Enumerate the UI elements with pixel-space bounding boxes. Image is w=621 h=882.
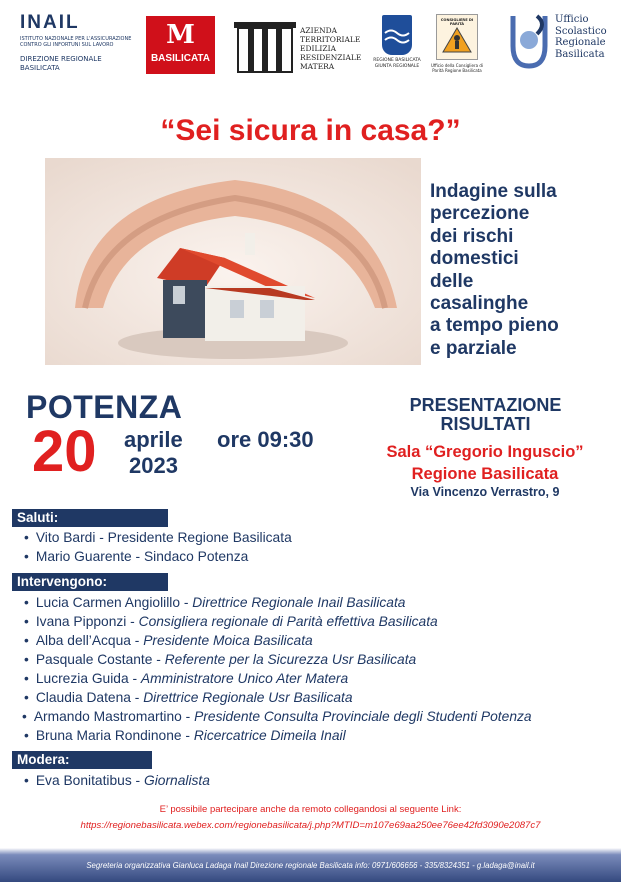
consigliera-label: Ufficio della Consigliera di Parità Regione Basilicata	[431, 63, 483, 73]
list-item	[24, 593, 532, 612]
moica-logo	[146, 16, 215, 74]
usr-basilicata-logo	[507, 10, 617, 76]
subtitle-line: e parziale	[430, 337, 517, 359]
usr-mark-icon	[507, 10, 553, 74]
event-venue	[350, 441, 620, 485]
person-role: Presidente Moica Basilicata	[143, 633, 313, 648]
person-role: Amministratore Unico Ater Matera	[140, 671, 349, 686]
inail-wordmark: INAIL	[20, 12, 80, 33]
subtitle-line: dei rischi	[430, 225, 514, 247]
person-role: Ricercatrice Dimeila Inail	[193, 728, 346, 743]
consigliera-badge	[436, 14, 478, 60]
hero-image-house-in-hands	[45, 158, 421, 365]
remote-participation-note: E’ possibile partecipare anche da remoto collegandosi al seguente Link:	[159, 804, 462, 815]
person-name: Mario Guarente - Sindaco Potenza	[35, 549, 249, 564]
person-name: Alba dell’Acqua -	[35, 633, 144, 648]
ater-line: AZIENDA	[300, 26, 338, 35]
venue-hall: Sala “Gregorio Inguscio”	[386, 443, 584, 461]
usr-line: Regionale	[555, 37, 606, 48]
inail-direction	[20, 55, 132, 73]
event-day: 20	[32, 419, 97, 484]
consigliera-badge-text: CONSIGLIERE DI PARITÀ	[440, 18, 474, 26]
moderator-list	[24, 771, 210, 790]
list-item	[24, 612, 532, 631]
usr-line: Ufficio	[555, 14, 589, 25]
person-role: Referente per la Sicurezza Usr Basilicata	[164, 652, 417, 667]
ater-line: MATERA	[300, 62, 335, 71]
usr-text	[555, 14, 607, 60]
presentation-line-1: PRESENTAZIONE	[409, 395, 562, 415]
event-city: POTENZA	[26, 389, 183, 425]
saluti-list	[24, 528, 292, 566]
person-name: Lucrezia Guida -	[35, 671, 141, 686]
footer-contact-text: Segreteria organizzativa Gianluca Ladaga Inail Direzione regionale Basilicata info: 0971/606656 - 335/8324351 - g.ladaga@inail.it	[86, 861, 535, 870]
subtitle-line: casalinghe	[430, 293, 529, 315]
list-item	[24, 771, 210, 790]
person-name: Eva Bonitatibus -	[35, 773, 144, 788]
person-name: Bruna Maria Rondinone -	[35, 728, 194, 743]
subtitle-line: a tempo pieno	[430, 315, 559, 337]
remote-webex-link[interactable]: https://regionebasilicata.webex.com/regionebasilicata/j.php?MTID=m107e69aa250ee76ee42fd3090e2087c7	[80, 820, 541, 831]
person-name: Armando Mastromartino -	[33, 709, 195, 724]
section-intervengono: Intervengono:	[12, 573, 168, 591]
ater-line: TERRITORIALE	[300, 35, 361, 44]
event-title: “Sei sicura in casa?”	[160, 114, 461, 147]
speakers-list	[24, 593, 532, 745]
person-name: Ivana Pipponzi -	[35, 614, 139, 629]
regione-label: REGIONE BASILICATA GIUNTA REGIONALE	[373, 58, 421, 69]
person-role: Giornalista	[143, 773, 210, 788]
list-item	[24, 631, 532, 650]
consigliera-parita-logo	[428, 14, 486, 73]
inail-full-name: ISTITUTO NAZIONALE PER L'ASSICURAZIONE CONTRO GLI INFORTUNI SUL LAVORO	[20, 36, 132, 48]
event-month: aprile	[124, 427, 183, 452]
usr-line: Scolastico	[555, 25, 607, 37]
inail-direction-line-1: DIREZIONE REGIONALE	[20, 55, 102, 63]
event-subtitle	[430, 181, 610, 360]
list-item	[24, 650, 532, 669]
woman-figure-icon	[437, 26, 477, 56]
list-item	[24, 688, 532, 707]
building-columns-icon	[234, 22, 296, 74]
list-item	[24, 528, 292, 547]
moica-name: BASILICATA	[150, 53, 211, 64]
subtitle-line: domestici	[430, 248, 519, 270]
subtitle-line: Indagine sulla	[430, 181, 557, 202]
inail-logo	[20, 12, 132, 73]
section-saluti: Saluti:	[12, 509, 168, 527]
list-item	[24, 547, 292, 566]
person-name: Pasquale Costante -	[35, 652, 165, 667]
event-time: ore 09:30	[217, 427, 314, 452]
regional-shield-icon	[382, 15, 412, 55]
person-name: Lucia Carmen Angiolillo -	[35, 595, 193, 610]
logo-bar	[0, 0, 621, 92]
ater-line: RESIDENZIALE	[300, 53, 362, 62]
list-item	[22, 707, 532, 726]
list-item	[24, 669, 532, 688]
ater-line: EDILIZIA	[300, 44, 336, 53]
ater-matera-logo	[234, 16, 362, 76]
presentation-heading	[368, 396, 603, 434]
moica-mark-icon: M	[166, 20, 195, 50]
usr-line: Basilicata	[555, 48, 605, 60]
person-name: Vito Bardi - Presidente Regione Basilicata	[35, 530, 292, 545]
person-role: Consigliera regionale di Parità effettiva Basilicata	[138, 614, 438, 629]
event-year: 2023	[129, 453, 178, 478]
subtitle-line: percezione	[430, 203, 530, 225]
inail-direction-line-2: BASILICATA	[20, 64, 60, 72]
presentation-line-2: RISULTATI	[440, 414, 531, 434]
subtitle-line: delle	[430, 270, 474, 292]
person-role: Direttrice Regionale Usr Basilicata	[143, 690, 353, 705]
person-role: Presidente Consulta Provinciale degli Studenti Potenza	[194, 709, 532, 724]
event-address: Via Vincenzo Verrastro, 9	[410, 485, 560, 499]
footer-bar	[0, 848, 621, 882]
regione-basilicata-logo	[372, 15, 422, 69]
house-hands-illustration	[45, 158, 421, 365]
ater-text	[300, 26, 361, 71]
venue-institution: Regione Basilicata	[411, 465, 559, 483]
section-modera: Modera:	[12, 751, 152, 769]
list-item	[24, 726, 532, 745]
person-role: Direttrice Regionale Inail Basilicata	[192, 595, 406, 610]
person-name: Claudia Datena -	[35, 690, 144, 705]
